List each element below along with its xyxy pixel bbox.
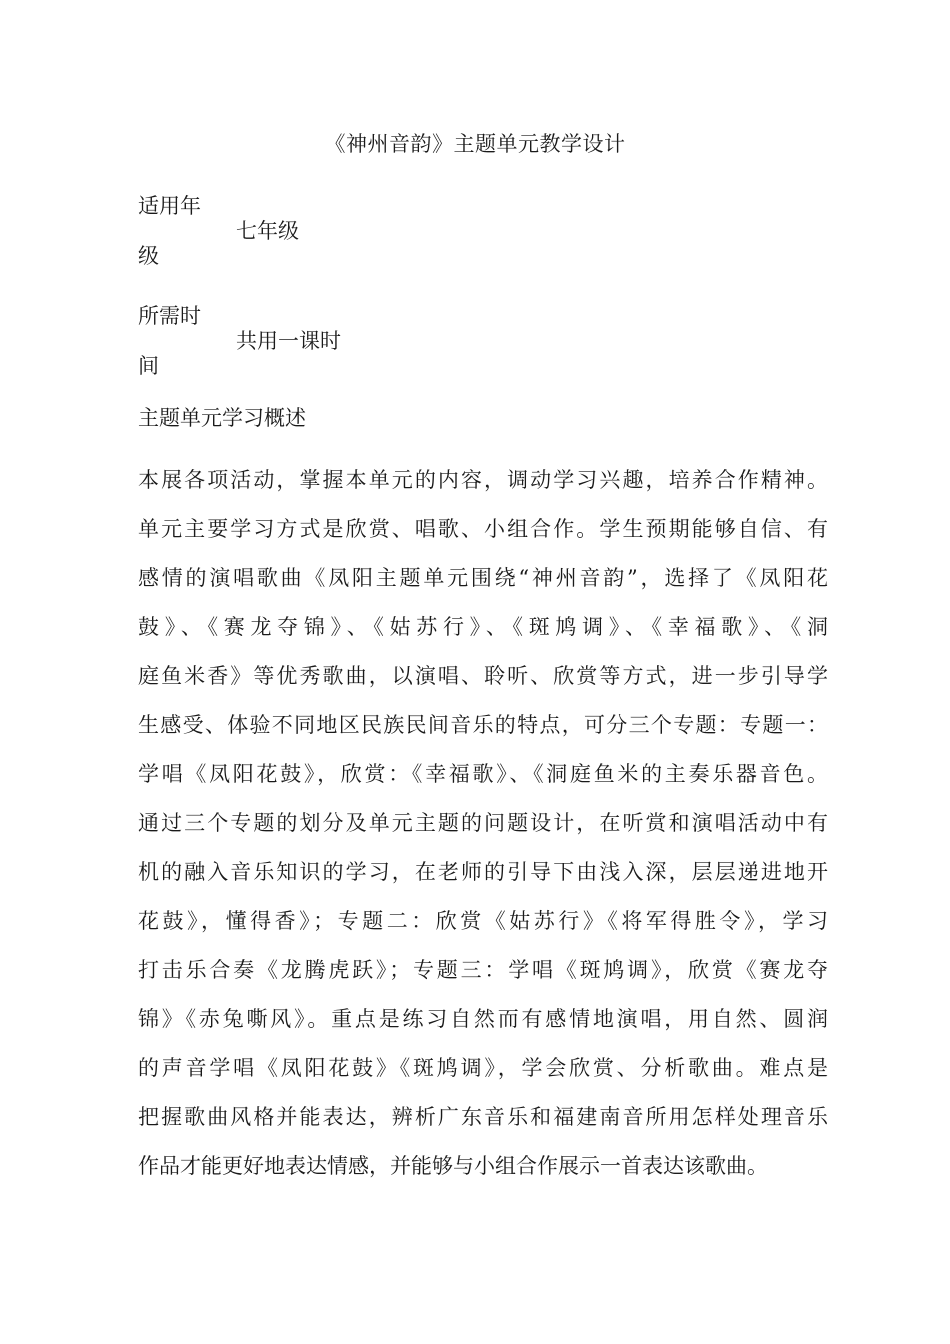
duration-label-line1: 所需时 [138,304,201,328]
paragraph-line: 鼓》、《赛龙夺锦》、《姑苏行》、《斑鸠调》、《幸福歌》、《洞 [138,615,828,639]
document-title: 《神州音韵》主题单元教学设计 [324,132,626,156]
paragraph-line: 作品才能更好地表达情感，并能够与小组合作展示一首表达该歌曲。 [138,1154,768,1178]
paragraph-line: 花鼓》，懂得香》；专题二：欣赏《姑苏行》《将军得胜令》，学习 [138,909,828,933]
section-heading: 主题单元学习概述 [138,406,306,430]
paragraph-line: 感情的演唱歌曲《凤阳主题单元围绕“神州音韵”，选择了《凤阳花 [138,566,828,590]
duration-value: 共用一课时 [236,329,341,353]
paragraph-line: 把握歌曲风格并能表达，辨析广东音乐和福建南音所用怎样处理音乐 [138,1105,828,1129]
paragraph-line: 锦》《赤兔嘶风》。重点是练习自然而有感情地演唱，用自然、圆润 [138,1007,828,1031]
grade-value: 七年级 [236,219,299,243]
paragraph-line: 庭鱼米香》等优秀歌曲，以演唱、聆听、欣赏等方式，进一步引导学 [138,664,828,688]
grade-label-line2: 级 [138,244,159,268]
paragraph-line: 打击乐合奏《龙腾虎跃》；专题三：学唱《斑鸠调》，欣赏《赛龙夺 [138,958,828,982]
paragraph-line: 学唱《凤阳花鼓》，欣赏：《幸福歌》、《洞庭鱼米的主奏乐器音色。 [138,762,828,786]
grade-label-line1: 适用年 [138,194,201,218]
paragraph-line: 通过三个专题的划分及单元主题的问题设计，在听赏和演唱活动中有 [138,811,828,835]
paragraph-line: 本展各项活动，掌握本单元的内容，调动学习兴趣，培养合作精神。 [138,468,828,492]
paragraph-line: 机的融入音乐知识的学习，在老师的引导下由浅入深，层层递进地开 [138,860,828,884]
duration-label-line2: 间 [138,354,159,378]
grade-label [138,181,218,281]
paragraph-line: 的声音学唱《凤阳花鼓》《斑鸠调》，学会欣赏、分析歌曲。难点是 [138,1056,828,1080]
overview-paragraph [138,462,828,1197]
paragraph-line: 生感受、体验不同地区民族民间音乐的特点，可分三个专题：专题一： [138,713,828,737]
paragraph-line: 单元主要学习方式是欣赏、唱歌、小组合作。学生预期能够自信、有 [138,517,828,541]
duration-label [138,291,218,391]
